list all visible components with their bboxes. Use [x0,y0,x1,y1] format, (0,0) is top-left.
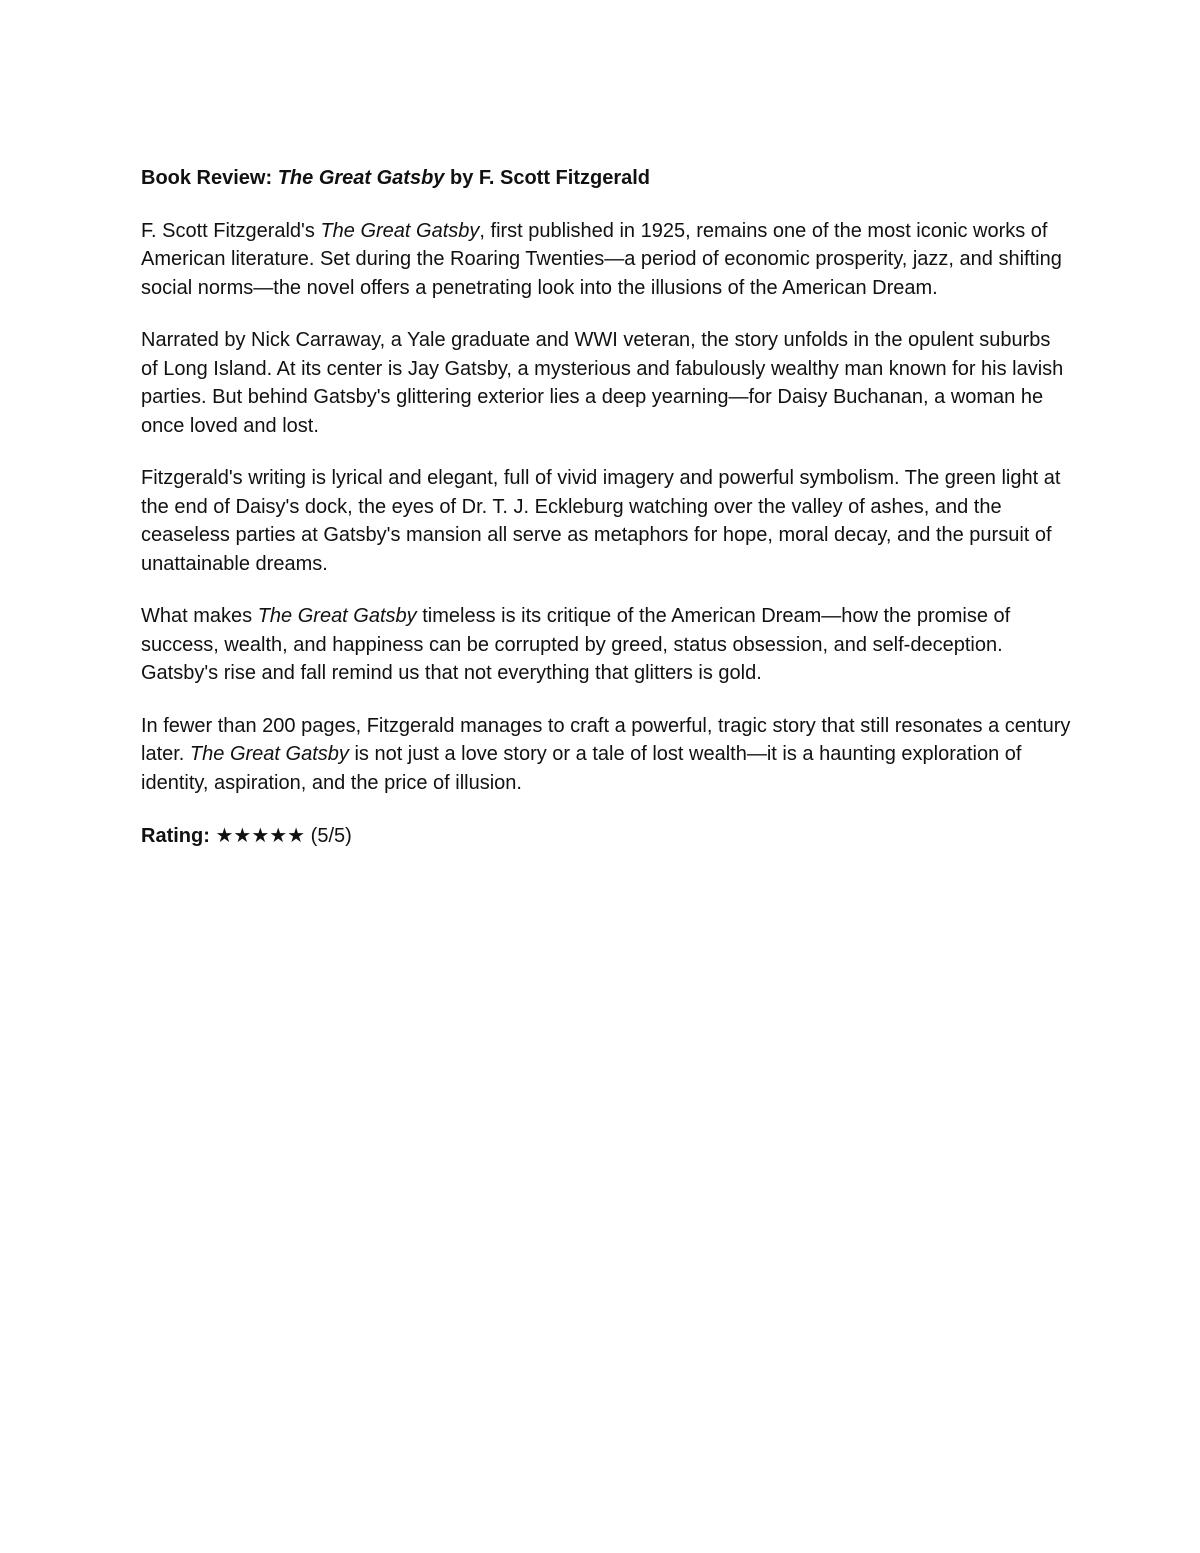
paragraph-intro-text-a: F. Scott Fitzgerald's [141,219,321,242]
paragraph-timeless-book-title: The Great Gatsby [257,605,417,627]
paragraph-timeless-text-a: What makes [141,605,258,627]
document-body [141,164,1071,851]
paragraph-intro-book-title: The Great Gatsby [320,219,480,242]
paragraph-conclusion-text-a: In fewer than 200 pages, Fitzgerald manages to craft a powerful, tragic story that still resonates a century later. [141,714,1071,765]
title-prefix: Book Review: [141,167,278,189]
paragraph-conclusion [141,712,1071,798]
paragraph-writing-style: Fitzgerald's writing is lyrical and elegant, full of vivid imagery and powerful symbolism. The green light at the end of Daisy's dock, the eyes of Dr. T. J. Eckleburg watching over the valley of ashes, and the ceaseless parties at Gatsby's mansion all serve as metaphors for hope, moral decay, and the pursuit of unattainable dreams. [141,467,1061,575]
paragraph-intro-text-c: , first published in 1925, remains one of the most iconic works of American literature. Set during the Roaring Twenties—a period of economic prosperity, jazz, and shifting social norms—the novel offers a penetrating look into the illusions of the American Dream. [141,219,1062,299]
rating-score: (5/5) [310,825,352,847]
paragraph-intro [141,217,1071,303]
rating-label: Rating: [141,825,210,847]
paragraph-narration: Narrated by Nick Carraway, a Yale graduate and WWI veteran, the story unfolds in the opulent suburbs of Long Island. At its center is Jay Gatsby, a mysterious and fabulously wealthy man known for his lavish parties. But behind Gatsby's glittering exterior lies a deep yearning—for Daisy Buchanan, a woman he once loved and lost. [141,329,1064,437]
rating-line [141,821,1071,851]
review-title [141,164,1071,193]
paragraph-timeless [141,602,1071,688]
paragraph-conclusion-text-c: is not just a love story or a tale of lost wealth—it is a haunting exploration of identity, aspiration, and the price of illusion. [141,743,1022,794]
rating-stars-icon: ★★★★★ [215,823,306,847]
paragraph-conclusion-book-title: The Great Gatsby [189,743,349,765]
paragraph-timeless-text-c: timeless is its critique of the American Dream—how the promise of success, wealth, and happiness can be corrupted by greed, status obsession, and self-deception. Gatsby's rise and fall remind us that not everything that glitters is gold. [141,605,1011,684]
title-suffix: by F. Scott Fitzgerald [444,167,650,189]
title-book-name: The Great Gatsby [277,167,445,189]
